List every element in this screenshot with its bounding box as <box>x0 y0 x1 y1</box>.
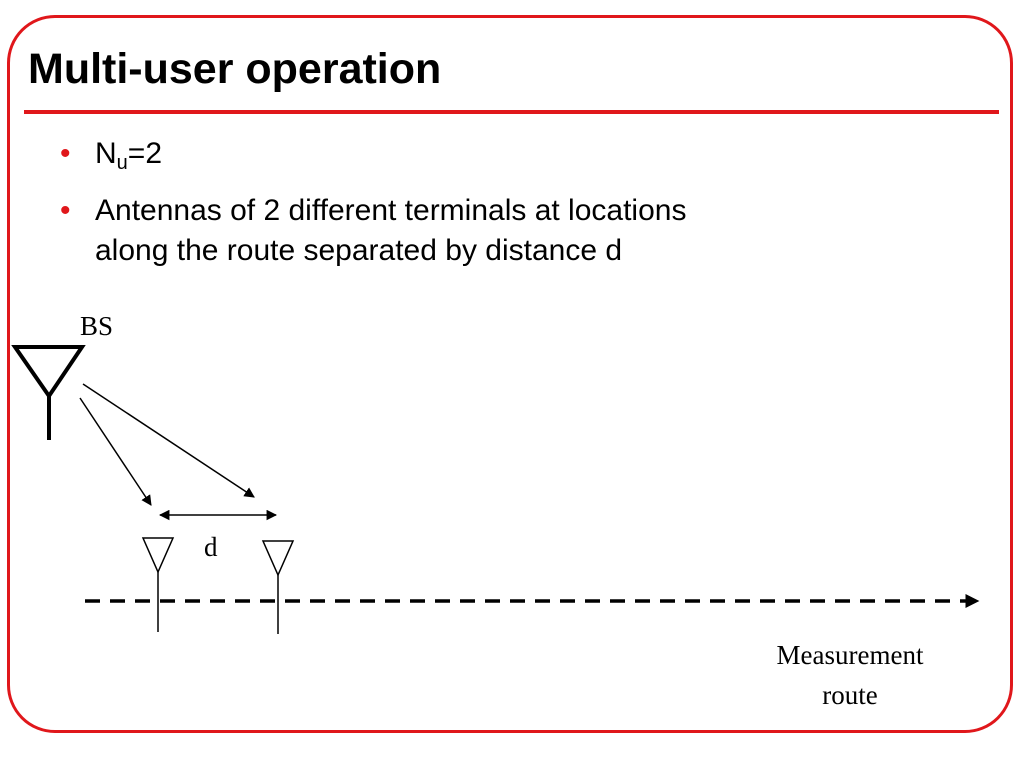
base-station-antenna-icon <box>15 347 82 440</box>
route-label-line1: Measurement <box>776 640 924 670</box>
distance-label: d <box>204 532 218 562</box>
signal-arrow-terminal-1 <box>80 398 151 505</box>
bullet-dot-icon: • <box>60 194 71 227</box>
route-label-line2: route <box>822 680 878 710</box>
bullet-dot-icon: • <box>60 137 71 170</box>
users-symbol: N <box>95 137 117 170</box>
antennas-text-line1: Antennas of 2 different terminals at locations <box>95 194 687 227</box>
antennas-text-line2: along the route separated by distance d <box>95 234 623 267</box>
terminal-2-antenna-icon <box>263 541 293 634</box>
bs-label: BS <box>80 311 114 341</box>
slide-title: Multi-user operation <box>28 45 442 93</box>
terminal-1-antenna-icon <box>143 538 173 632</box>
users-value: =2 <box>127 137 163 170</box>
users-subscript: u <box>116 152 128 174</box>
